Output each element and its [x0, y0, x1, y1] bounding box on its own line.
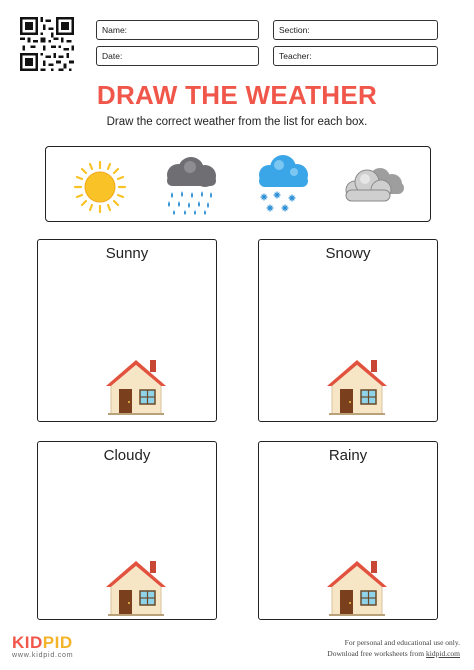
- date-label: Date:: [102, 51, 123, 61]
- section-field[interactable]: [273, 20, 438, 40]
- rain-cloud-icon: [160, 155, 222, 217]
- box-label: Rainy: [328, 447, 368, 464]
- house-icon: [323, 557, 391, 617]
- name-field[interactable]: [96, 20, 259, 40]
- box-label: Sunny: [105, 245, 149, 262]
- name-label: Name:: [102, 25, 128, 35]
- draw-box-cloudy[interactable]: [37, 441, 217, 620]
- logo-left: KID: [12, 633, 43, 652]
- draw-box-snowy[interactable]: [258, 239, 438, 422]
- qr-code-icon: [20, 17, 74, 71]
- footer-line-2: [327, 648, 460, 659]
- snow-cloud-icon: [252, 153, 314, 217]
- teacher-field[interactable]: [273, 46, 438, 66]
- footer-note: [327, 637, 460, 659]
- weather-icons-strip: [45, 146, 431, 222]
- sun-icon: [72, 159, 128, 215]
- teacher-label: Teacher:: [279, 51, 312, 61]
- cloud-icon: [340, 160, 408, 210]
- section-label: Section:: [279, 25, 310, 35]
- house-icon: [323, 356, 391, 416]
- draw-box-rainy[interactable]: [258, 441, 438, 620]
- draw-box-sunny[interactable]: [37, 239, 217, 422]
- page-title: DRAW THE WEATHER: [96, 80, 378, 110]
- logo-right: PID: [42, 633, 73, 652]
- date-field[interactable]: [96, 46, 259, 66]
- footer-line-2-prefix: Download free worksheets from: [327, 649, 427, 658]
- kidpid-logo[interactable]: [12, 633, 73, 653]
- footer-link[interactable]: kidpid.com: [426, 649, 460, 658]
- instruction-text: Draw the correct weather from the list for each box.: [106, 116, 368, 128]
- house-icon: [102, 356, 170, 416]
- logo-url: www.kidpid.com: [12, 652, 74, 659]
- box-label: Snowy: [325, 245, 371, 262]
- box-label: Cloudy: [103, 447, 151, 464]
- house-icon: [102, 557, 170, 617]
- footer-line-1: For personal and educational use only.: [344, 638, 460, 647]
